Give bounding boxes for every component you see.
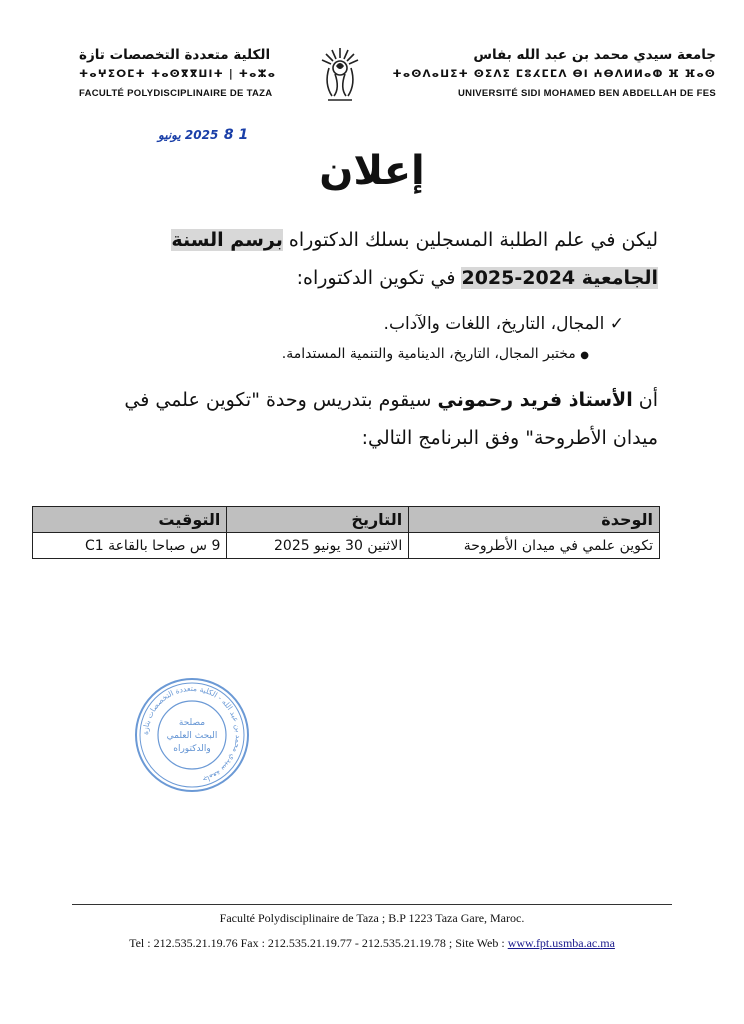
website-link[interactable]: www.fpt.usmba.ac.ma bbox=[507, 936, 615, 950]
body-line-1 bbox=[124, 381, 658, 419]
table-cell-time: 9 س صباحا بالقاعة C1 bbox=[33, 533, 227, 559]
stamp-ring-text: جامعة سيدي محمد بن عبد الله - الكلية متعددة التخصصات بتازة bbox=[140, 683, 244, 785]
stamp-center-line-2: البحث العلمي bbox=[166, 731, 218, 741]
intro-text-2: في تكوين الدكتوراه: bbox=[296, 267, 462, 289]
official-stamp bbox=[133, 676, 251, 794]
university-name-fr: UNIVERSITÉ SIDI MOHAMED BEN ABDELLAH DE FES bbox=[458, 88, 716, 99]
body-text-2: سيقوم بتدريس وحدة "تكوين علمي في bbox=[124, 389, 438, 411]
stamp-center-line-1: مصلحة bbox=[178, 718, 206, 728]
university-name-tifinagh: ⵜⴰⵙⴷⴰⵡⵉⵜ ⵙⵉⴷⵉ ⵎⵓⵃⵎⵎⴷ ⴱⵏ ⵄⴱⴷⵍⵍⴰⵀ ⴼ ⴼⴰⵙ bbox=[392, 68, 716, 80]
intro-highlight-2: الجامعية 2024-2025 bbox=[461, 267, 658, 289]
program-lab-text: مختبر المجال، التاريخ، الدينامية والتنمية المستدامة. bbox=[281, 346, 576, 362]
stamp-center-line-3: والدكتوراه bbox=[173, 744, 211, 754]
table-cell-unit: تكوين علمي في ميدان الأطروحة bbox=[409, 533, 660, 559]
faculty-name-fr: FACULTÉ POLYDISCIPLINAIRE DE TAZA bbox=[79, 88, 273, 99]
table-header-unit: الوحدة bbox=[409, 507, 660, 533]
footer-address: Faculté Polydisciplinaire de Taza ; B.P 1223 Taza Gare, Maroc. bbox=[219, 911, 525, 925]
footer-divider bbox=[72, 904, 672, 905]
intro-highlight-1: برسم السنة bbox=[171, 229, 283, 251]
table-header-row bbox=[33, 507, 660, 533]
table-row bbox=[33, 533, 660, 559]
table-cell-date: الاثنين 30 يونيو 2025 bbox=[227, 533, 409, 559]
date-stamp-day: 1 8 bbox=[223, 127, 249, 143]
date-stamp-month-year: 2025 يونيو bbox=[158, 128, 219, 142]
faculty-name-ar: الكلية متعددة التخصصات تازة bbox=[79, 47, 271, 63]
program-field-item bbox=[384, 314, 624, 334]
table-header-date: التاريخ bbox=[227, 507, 409, 533]
professor-name: الأستاذ فريد رحموني bbox=[437, 389, 633, 411]
intro-line-2 bbox=[297, 259, 658, 297]
program-lab-item bbox=[282, 346, 589, 362]
footer-contact bbox=[0, 936, 744, 951]
table-header-time: التوقيت bbox=[33, 507, 227, 533]
intro-line-1 bbox=[171, 221, 658, 259]
university-name-ar: جامعة سيدي محمد بن عبد الله بفاس bbox=[473, 47, 716, 63]
date-stamp bbox=[158, 124, 248, 143]
check-icon: ✓ bbox=[609, 314, 624, 334]
intro-text: ليكن في علم الطلبة المسجلين بسلك الدكتوراه bbox=[282, 229, 658, 251]
footer-contact-text: Tel : 212.535.21.19.76 Fax : 212.535.21.19.77 - 212.535.21.19.78 ; Site Web : bbox=[129, 936, 508, 950]
bullet-icon: ● bbox=[580, 350, 589, 361]
program-field-text: المجال، التاريخ، اللغات والآداب. bbox=[383, 314, 605, 334]
body-line-2: ميدان الأطروحة" وفق البرنامج التالي: bbox=[361, 427, 658, 449]
schedule-table bbox=[32, 506, 660, 559]
university-logo bbox=[318, 44, 362, 104]
page-title: إعلان bbox=[319, 148, 425, 194]
body-text-1: أن bbox=[632, 389, 658, 411]
faculty-name-tifinagh: ⵜⴰⵖⵉⵔⵎⵜ ⵜⴰⵙⴳⴳⵡⵏⵜ | ⵜⴰⵣⴰ bbox=[79, 68, 277, 80]
